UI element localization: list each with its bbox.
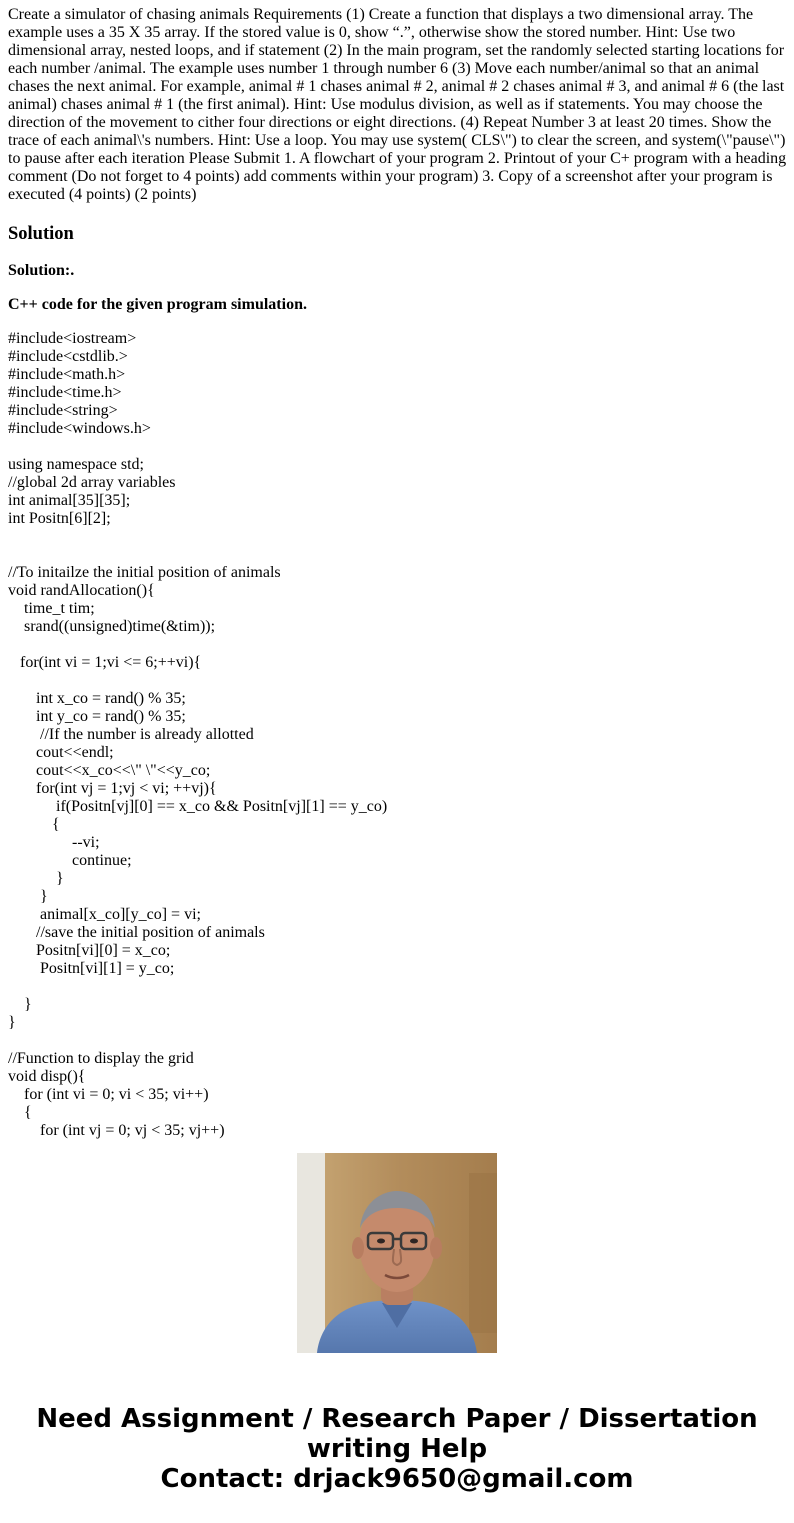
promo-line-1: Need Assignment / Research Paper / Dissertation [36, 1404, 758, 1434]
promo-line-2: writing Help [306, 1434, 488, 1464]
solution-label: Solution:. [8, 262, 75, 279]
author-photo [297, 1153, 497, 1353]
code-block: #include<iostream> #include<cstdlib.> #include<math.h> #include<time.h> #include<string> #include<windows.h> using namespace std; //global 2d array variables int animal[35][35]; int Positn[6][2]; //To initailze the initial position of animals void randAllocation(){ time_t tim; srand((unsigned)time(&tim)); for(int vi = 1;vi <= 6;++vi){ int x_co = rand() % 35; int y_co = rand() % 35; //If the number is already allotted cout<<endl; cout<<x_co<<\" \"<<y_co; for(int vj = 1;vj < vi; ++vj){ if(Positn[vj][0] == x_co && Positn[vj][1] == y_co) { --vi; continue; } } animal[x_co][y_co] = vi; //save the initial position of animals Positn[vi][0] = x_co; Positn[vi][1] = y_co; } } //Function to display the grid void disp(){ for (int vi = 0; vi < 35; vi++) { for (int vj = 0; vj < 35; vj++) [8, 330, 388, 1139]
solution-heading: Solution [8, 224, 74, 244]
promo-line-3: Contact: drjack9650@gmail.com [160, 1464, 634, 1494]
contact-banner [0, 1404, 794, 1494]
article-content [8, 0, 788, 1139]
author-photo-graphic [297, 1153, 497, 1353]
code-intro: C++ code for the given program simulation. [8, 296, 307, 313]
question-text: Create a simulator of chasing animals Requirements (1) Create a function that displays a two dimensional array. The example uses a 35 X 35 array. If the stored value is 0, show “.”, otherwise show the stored number. Hint: Use two dimensional array, nested loops, and if statement (2) In the main program, set the randomly selected starting locations for each number /animal. The example uses number 1 through number 6 (3) Move each number/animal so that an animal chases the next animal. For example, animal # 1 chases animal # 2, animal # 2 chases animal # 3, and animal # 6 (the last animal) chases animal # 1 (the first animal). Hint: Use modulus division, as well as if statements. You may choose the direction of the movement to cither four directions or eight directions. (4) Repeat Number 3 at least 20 times. Show the trace of each animal\'s numbers. Hint: Use a loop. You may use system( CLS\") to clear the screen, and system(\"pause\") to pause after each iteration Please Submit 1. A flowchart of your program 2. Printout of your C+ program with a heading comment (Do not forget to 4 points) add comments within your program) 3. Copy of a screenshot after your program is executed (4 points) (2 points) [8, 6, 787, 203]
